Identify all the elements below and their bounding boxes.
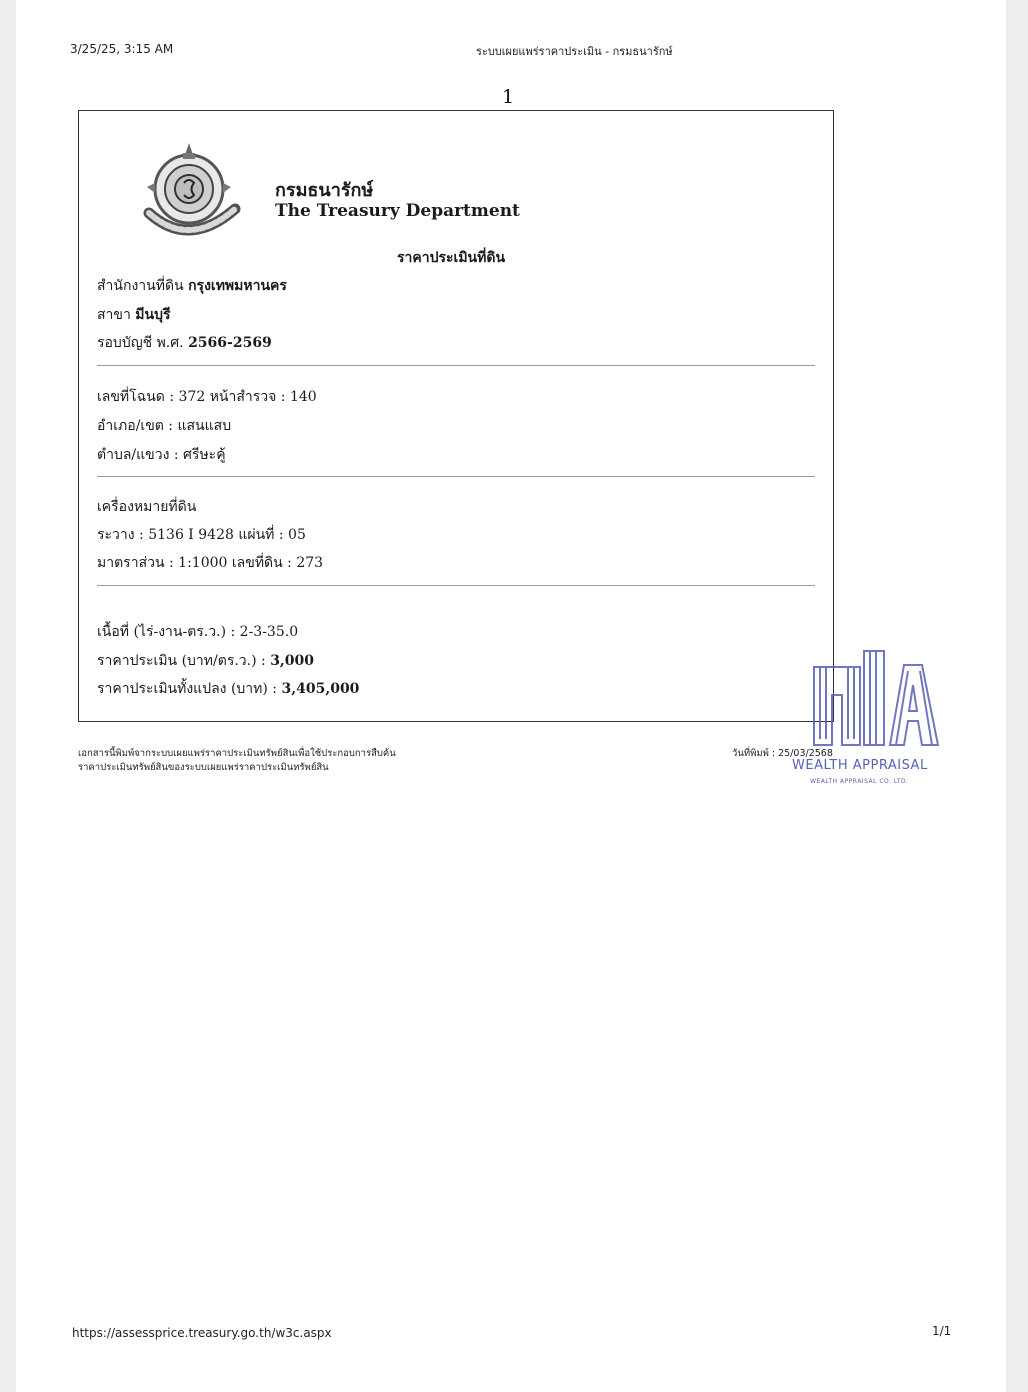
office-label: สำนักงานที่ดิน [97, 278, 184, 294]
office-value: กรุงเทพมหานคร [188, 278, 287, 294]
district-row [97, 415, 231, 437]
scale-label: มาตราส่วน : [97, 555, 174, 571]
survey-page-value: 140 [289, 389, 317, 405]
treasury-seal-icon [137, 139, 245, 243]
printed-page [16, 0, 1006, 1392]
divider [97, 476, 815, 477]
sheet-value: 05 [288, 527, 306, 543]
stamp-company-sub: WEALTH APPRAISAL CO. LTD. [810, 778, 909, 785]
print-date-value: 25/03/2568 [778, 748, 833, 759]
office-row [97, 275, 287, 297]
parcel-value: 273 [296, 555, 324, 571]
price-row [97, 650, 314, 672]
subdistrict-value: ศรีษะคู้ [183, 447, 226, 463]
print-page-title: ระบบเผยแพร่ราคาประเมิน - กรมธนารักษ์ [476, 45, 673, 58]
utm-value: 5136 I 9428 [148, 527, 234, 543]
cycle-label: รอบบัญชี พ.ศ. [97, 335, 184, 351]
print-footer-page: 1/1 [932, 1324, 952, 1338]
price-value: 3,000 [270, 653, 315, 669]
divider [97, 365, 815, 366]
total-label: ราคาประเมินทั้งแปลง (บาท) : [97, 681, 278, 697]
area-value: 2-3-35.0 [239, 624, 299, 640]
scale-value: 1:1000 [178, 555, 228, 571]
deed-no-label: เลขที่โฉนด : [97, 389, 175, 405]
footnote-line-2: ราคาประเมินทรัพย์สินของระบบเผยแพร่ราคาประเมินทรัพย์สิน [78, 762, 329, 773]
land-marker-heading: เครื่องหมายที่ดิน [97, 499, 197, 515]
print-date-label: วันที่พิมพ์ : [732, 748, 776, 759]
department-name-en: The Treasury Department [275, 201, 520, 221]
deed-row [97, 386, 317, 408]
page-number: 1 [502, 86, 515, 108]
district-label: อำเภอ/เขต : [97, 418, 174, 434]
cycle-row [97, 332, 272, 354]
divider [97, 585, 815, 586]
price-label: ราคาประเมิน (บาท/ตร.ว.) : [97, 653, 266, 669]
stamp-company-name: WEALTH APPRAISAL [792, 758, 928, 773]
utm-row [97, 524, 306, 546]
survey-page-label: หน้าสำรวจ : [209, 389, 286, 405]
sheet-label: แผ่นที่ : [238, 527, 284, 543]
subdistrict-label: ตำบล/แขวง : [97, 447, 179, 463]
subdistrict-row [97, 444, 226, 466]
utm-label: ระวาง : [97, 527, 144, 543]
department-name-th: กรมธนารักษ์ [275, 180, 374, 201]
total-value: 3,405,000 [281, 681, 360, 697]
branch-row [97, 304, 171, 326]
document-title: ราคาประเมินที่ดิน [397, 250, 506, 266]
print-footer-url: https://assessprice.treasury.go.th/w3c.aspx [72, 1326, 332, 1340]
total-row [97, 678, 359, 700]
district-value: แสนแสบ [177, 418, 232, 434]
appraisal-card [78, 110, 834, 722]
scale-row [97, 552, 323, 574]
area-label: เนื้อที่ (ไร่-งาน-ตร.ว.) : [97, 624, 236, 640]
parcel-label: เลขที่ดิน : [231, 555, 292, 571]
branch-label: สาขา [97, 307, 131, 323]
area-row [97, 621, 298, 643]
cycle-value: 2566-2569 [188, 335, 272, 351]
print-datetime: 3/25/25, 3:15 AM [70, 42, 174, 56]
footnote-line-1: เอกสารนี้พิมพ์จากระบบเผยแพร่ราคาประเมินทรัพย์สินเพื่อใช้ประกอบการสืบค้น [78, 748, 396, 759]
branch-value: มีนบุรี [135, 307, 171, 323]
deed-no-value: 372 [178, 389, 206, 405]
